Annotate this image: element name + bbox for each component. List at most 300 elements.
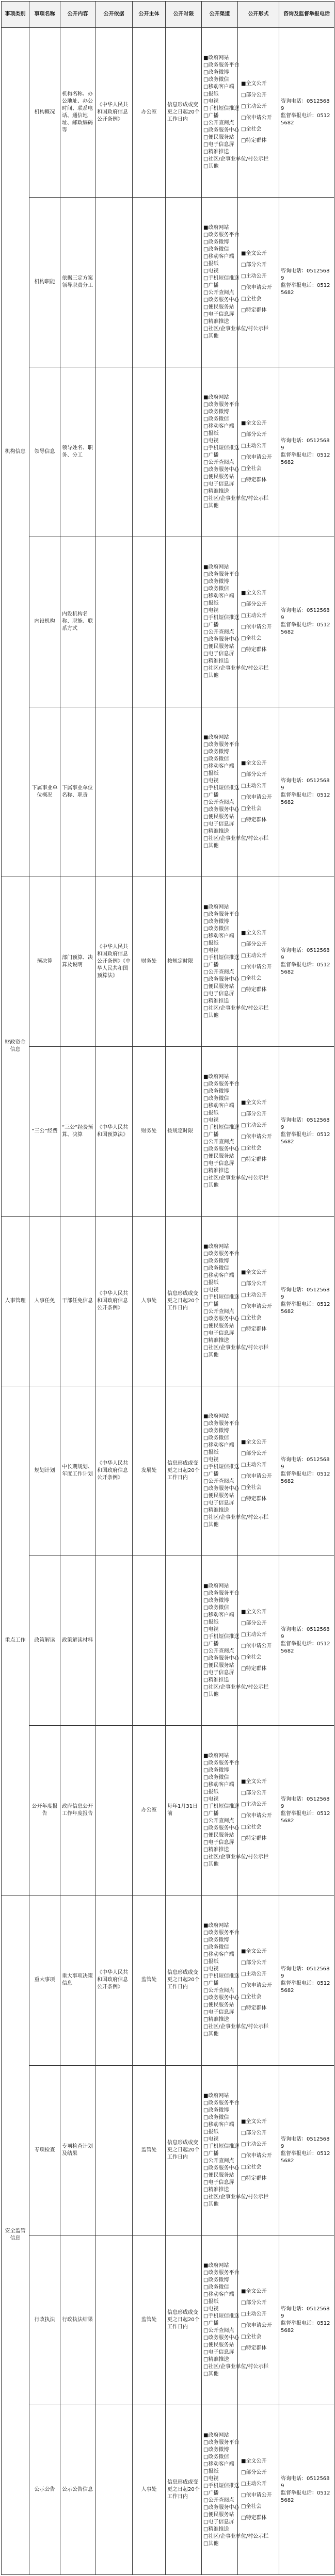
channel-option: □报纸 <box>203 770 219 776</box>
scope-option: ■全文公开 <box>241 2288 267 2294</box>
channel-option: □移动客户端 <box>203 1612 234 1618</box>
channel-option: □手机短信推送 <box>203 1804 240 1810</box>
channel-option: □广播 <box>203 2490 219 2496</box>
scope-option: □依申请公开 <box>241 2152 272 2159</box>
scope-cell <box>238 1046 279 1216</box>
content-cell: 政府信息公开工作年度报告 <box>60 1726 95 1895</box>
channel-option: □政务服务中心 <box>203 467 240 473</box>
channel-option: □社区/企事业单位/村公示栏 <box>203 666 269 672</box>
scope-option: □部分公开 <box>241 941 267 947</box>
table-row <box>2 1556 334 1726</box>
scope-option: ■全文公开 <box>241 2118 267 2125</box>
channel-option: ■政府网站 <box>203 395 229 401</box>
channel-option: □社区/企事业单位/村公示栏 <box>203 326 269 332</box>
level-specific: □特定群体 <box>241 2345 267 2351</box>
channel-option: □电视 <box>203 1457 219 1463</box>
consult-phone: 咨询电话：05125689 <box>281 438 330 451</box>
channel-option: □便民服务站 <box>203 2342 234 2348</box>
scope-option: ■全文公开 <box>241 2458 267 2464</box>
table-row <box>2 537 334 707</box>
contact-cell <box>279 707 334 877</box>
channel-option: □便民服务站 <box>203 2512 234 2518</box>
channel-option: □政务微博 <box>203 1768 229 1774</box>
channel-option: □电子信息屏 <box>203 2179 234 2185</box>
channel-option: □政务微信 <box>203 247 229 253</box>
time-cell: 信息形成或变更之日起20个工作日内 <box>166 1895 202 2065</box>
subject-cell <box>133 367 166 537</box>
channel-option: □社区/企事业单位/村公示栏 <box>203 1515 269 1521</box>
level-public: □全社会 <box>241 296 262 302</box>
content-cell: 机构名称、办公地址、办公时间、联系电话、通信地址、邮政编码等 <box>60 28 95 198</box>
content-cell: 行政执法结果 <box>60 2235 95 2405</box>
channel-option: □政务服务平台 <box>203 2100 240 2106</box>
channel-option: ■政府网站 <box>203 2093 229 2099</box>
channel-option: □电视 <box>203 268 219 274</box>
category-cell: 重点工作 <box>2 1386 29 1895</box>
scope-option: □依申请公开 <box>241 1303 272 1309</box>
channel-option: □政务服务中心 <box>203 127 240 134</box>
channel-option: □政务微博 <box>203 1258 229 1264</box>
channel-option: ■政府网站 <box>203 2432 229 2438</box>
time-cell <box>166 1556 202 1726</box>
report-phone: 监督举报电话：05125682 <box>281 1641 330 1655</box>
channel-option: □政务微信 <box>203 1605 229 1611</box>
scope-cell <box>238 198 279 367</box>
item-name-cell: 领导信息 <box>29 367 60 537</box>
scope-option: □依申请公开 <box>241 1813 272 1819</box>
channel-option: □公开查阅点 <box>203 1988 234 1994</box>
channel-option: □政务微博 <box>203 239 229 246</box>
channel-option: □社区/企事业单位/村公示栏 <box>203 1344 269 1351</box>
subject-cell: 财务处 <box>133 1046 166 1216</box>
scope-option: □部分公开 <box>241 2469 267 2475</box>
channel-option: □政务服务中心 <box>203 637 240 643</box>
scope-option: □依申请公开 <box>241 285 272 291</box>
subject-cell: 人事处 <box>133 2405 166 2574</box>
scope-option: □依申请公开 <box>241 624 272 630</box>
channel-option: □精准推送 <box>203 149 229 155</box>
channel-option: □其他 <box>203 333 219 339</box>
subject-cell <box>133 707 166 877</box>
header-cell: 公开依据 <box>95 2 133 28</box>
channel-option: □报纸 <box>203 940 219 946</box>
time-cell <box>166 367 202 537</box>
level-specific: □特定群体 <box>241 1666 267 1672</box>
scope-option: □部分公开 <box>241 432 267 438</box>
channel-option: □便民服务站 <box>203 1493 234 1499</box>
time-cell: 按规定时限 <box>166 877 202 1046</box>
time-cell: 信息形成或变更之日起20个工作日内 <box>166 2235 202 2405</box>
contact-cell <box>279 2065 334 2235</box>
channel-option: □其他 <box>203 2540 219 2547</box>
channel-option: ■政府网站 <box>203 1923 229 1929</box>
table-row <box>2 1895 334 2065</box>
channel-option: □广播 <box>203 283 219 289</box>
level-public: □全社会 <box>241 2503 262 2509</box>
scope-option: □主动公开 <box>241 1122 267 1128</box>
item-name-cell: 机构职能 <box>29 198 60 367</box>
item-name-cell: 重大事项 <box>29 1895 60 2065</box>
level-specific: □特定群体 <box>241 1326 267 1332</box>
basis-cell: 《中华人民共和国政府信息公开条例》 <box>95 1895 133 2065</box>
channel-option: □电视 <box>203 777 219 784</box>
channel-option: □社区/企事业单位/村公示栏 <box>203 1005 269 1011</box>
channel-option: □社区/企事业单位/村公示栏 <box>203 2024 269 2030</box>
table-row <box>2 1726 334 1895</box>
channel-option: □政务微信 <box>203 586 229 592</box>
channel-option: □便民服务站 <box>203 1153 234 1159</box>
channel-option: □报纸 <box>203 1110 219 1116</box>
contact-cell <box>279 1386 334 1556</box>
level-public: □全社会 <box>241 1655 262 1661</box>
channel-option: □公开查阅点 <box>203 1139 234 1145</box>
time-cell: 信息形成或变更之日起20个工作日内 <box>166 1216 202 1386</box>
channel-option: □移动客户端 <box>203 84 234 90</box>
channel-option: □便民服务站 <box>203 474 234 480</box>
level-public: □全社会 <box>241 1145 262 1151</box>
channel-option: □报纸 <box>203 2468 219 2474</box>
scope-cell <box>238 2405 279 2574</box>
channel-option: □社区/企事业单位/村公示栏 <box>203 2533 269 2539</box>
channel-option: □政务服务平台 <box>203 1760 240 1767</box>
consult-phone: 咨询电话：05125689 <box>281 608 330 621</box>
scope-cell <box>238 2065 279 2235</box>
channel-option: □政务服务平台 <box>203 2439 240 2445</box>
level-public: □全社会 <box>241 1994 262 2000</box>
channel-option: □政务服务平台 <box>203 1591 240 1597</box>
scope-option: □主动公开 <box>241 2311 267 2317</box>
scope-cell <box>238 367 279 537</box>
channel-option: ■政府网站 <box>203 1753 229 1759</box>
scope-option: ■全文公开 <box>241 1949 267 1955</box>
time-cell <box>166 707 202 877</box>
report-phone: 监督举报电话：05125682 <box>281 1811 330 1824</box>
level-specific: □特定群体 <box>241 647 267 653</box>
channel-option: ■政府网站 <box>203 734 229 740</box>
channel-option: □社区/企事业单位/村公示栏 <box>203 156 269 163</box>
channel-option: □公开查阅点 <box>203 2497 234 2503</box>
channel-option: □电子信息屏 <box>203 651 234 657</box>
level-specific: □特定群体 <box>241 1156 267 1162</box>
basis-cell <box>95 198 133 367</box>
level-public: □全社会 <box>241 466 262 472</box>
level-public: □全社会 <box>241 1485 262 1491</box>
channel-option: □电视 <box>203 1117 219 1123</box>
channel-option: □政务服务平台 <box>203 62 240 69</box>
category-cell: 人事管理 <box>2 1216 29 1386</box>
channel-option: □便民服务站 <box>203 2172 234 2178</box>
level-specific: □特定群体 <box>241 1496 267 1502</box>
channel-option: □政务服务平台 <box>203 911 240 917</box>
scope-option: ■全文公开 <box>241 760 267 766</box>
channel-option: □政务微博 <box>203 2107 229 2113</box>
level-public: □全社会 <box>241 975 262 981</box>
subject-cell: 办公室 <box>133 1726 166 1895</box>
channel-option: □移动客户端 <box>203 2461 234 2467</box>
consult-phone: 咨询电话：05125689 <box>281 2475 330 2489</box>
channel-option: □政务微博 <box>203 918 229 925</box>
header-cell: 公开形式 <box>238 2 279 28</box>
time-cell: 信息形成或变更之日起20个工作日内 <box>166 1386 202 1556</box>
channel-option: □报纸 <box>203 1279 219 1286</box>
header-cell: 事项名称 <box>29 2 60 28</box>
item-name-cell: 公示公告 <box>29 2405 60 2574</box>
scope-option: □部分公开 <box>241 1621 267 1627</box>
scope-option: □依申请公开 <box>241 455 272 461</box>
channel-option: □电子信息屏 <box>203 2010 234 2016</box>
contact-cell <box>279 537 334 707</box>
channel-option: □移动客户端 <box>203 2291 234 2297</box>
channel-option: □公开查阅点 <box>203 2158 234 2164</box>
basis-cell: 《中华人民共和国政府信息公开条例》 <box>95 1216 133 1386</box>
channel-option: □精准推送 <box>203 1337 229 1343</box>
channel-option: □移动客户端 <box>203 763 234 769</box>
scope-cell <box>238 1386 279 1556</box>
channel-option: □公开查阅点 <box>203 1818 234 1824</box>
channel-option: □电子信息屏 <box>203 1330 234 1336</box>
channel-option: □公开查阅点 <box>203 799 234 805</box>
scope-option: □主动公开 <box>241 613 267 619</box>
channel-option: □公开查阅点 <box>203 120 234 126</box>
channel-option: □报纸 <box>203 261 219 267</box>
channel-option: □政务服务平台 <box>203 1251 240 1257</box>
subject-cell <box>133 198 166 367</box>
table-row <box>2 2405 334 2574</box>
channel-option: □便民服务站 <box>203 644 234 650</box>
scope-option: □主动公开 <box>241 443 267 449</box>
basis-cell: 《中华人民共和国政府信息公开条例》 <box>95 28 133 198</box>
contact-cell <box>279 1726 334 1895</box>
contact-cell <box>279 1556 334 1726</box>
scope-option: □依申请公开 <box>241 1133 272 1140</box>
report-phone: 监督举报电话：05125682 <box>281 113 330 126</box>
channel-option: □手机短信推送 <box>203 1634 240 1640</box>
header-cell: 事项类别 <box>2 2 29 28</box>
scope-option: □部分公开 <box>241 1451 267 1457</box>
item-name-cell: 政策解读 <box>29 1556 60 1726</box>
contact-cell <box>279 877 334 1046</box>
channel-option: □便民服务站 <box>203 1663 234 1669</box>
scope-option: □部分公开 <box>241 1111 267 1117</box>
basis-cell <box>95 367 133 537</box>
channel-option: □便民服务站 <box>203 2002 234 2008</box>
scope-option: □依申请公开 <box>241 794 272 800</box>
level-specific: □特定群体 <box>241 2515 267 2521</box>
scope-cell <box>238 1216 279 1386</box>
channel-option: □政务微信 <box>203 1435 229 1441</box>
scope-option: □部分公开 <box>241 1281 267 1287</box>
scope-option: □部分公开 <box>241 1790 267 1796</box>
channel-option: □政务服务中心 <box>203 806 240 813</box>
scope-cell <box>238 1556 279 1726</box>
channel-option: □政务微信 <box>203 2454 229 2460</box>
scope-option: ■全文公开 <box>241 420 267 427</box>
channel-option: □社区/企事业单位/村公示栏 <box>203 1684 269 1691</box>
channel-option: □政务微信 <box>203 1945 229 1951</box>
table-row <box>2 707 334 877</box>
channel-option: □便民服务站 <box>203 1833 234 1839</box>
channel-option: □社区/企事业单位/村公示栏 <box>203 1175 269 1181</box>
channel-option: □其他 <box>203 1352 219 1358</box>
channel-option: □报纸 <box>203 431 219 437</box>
channel-option: □广播 <box>203 1471 219 1478</box>
channel-option: □电子信息屏 <box>203 312 234 318</box>
contact-cell <box>279 2235 334 2405</box>
consult-phone: 咨询电话：05125689 <box>281 1796 330 1810</box>
channel-option: □政务服务平台 <box>203 741 240 748</box>
channel-option: □报纸 <box>203 1619 219 1626</box>
channel-option: □移动客户端 <box>203 1782 234 1788</box>
channel-option: □移动客户端 <box>203 424 234 430</box>
channel-option: □社区/企事业单位/村公示栏 <box>203 1854 269 1860</box>
channel-option: □政务微博 <box>203 749 229 755</box>
channel-option: □报纸 <box>203 1450 219 1456</box>
scope-option: □依申请公开 <box>241 1473 272 1480</box>
time-cell: 信息形成或变更之日起20个工作日内 <box>166 2065 202 2235</box>
channel-option: □报纸 <box>203 1959 219 1965</box>
scope-option: □依申请公开 <box>241 964 272 970</box>
channel-option: □政务微信 <box>203 2114 229 2120</box>
scope-option: □主动公开 <box>241 952 267 959</box>
channel-option: □政务服务中心 <box>203 2335 240 2341</box>
item-name-cell: 行政执法 <box>29 2235 60 2405</box>
channel-option: □社区/企事业单位/村公示栏 <box>203 835 269 841</box>
level-public: □全社会 <box>241 805 262 812</box>
subject-cell: 监管处 <box>133 1895 166 2065</box>
channel-option: □广播 <box>203 962 219 968</box>
consult-phone: 咨询电话：05125689 <box>281 99 330 112</box>
channel-option: □其他 <box>203 1522 219 1528</box>
channel-option: □移动客户端 <box>203 1952 234 1958</box>
table-row <box>2 1216 334 1386</box>
channel-option: ■政府网站 <box>203 904 229 910</box>
channel-option: □精准推送 <box>203 1508 229 1514</box>
report-phone: 监督举报电话：05125682 <box>281 622 330 636</box>
time-cell <box>166 198 202 367</box>
channel-option: □报纸 <box>203 91 219 98</box>
time-cell <box>166 537 202 707</box>
channel-option: □其他 <box>203 673 219 679</box>
channel-option: ■政府网站 <box>203 1583 229 1590</box>
channel-option: □精准推送 <box>203 1847 229 1853</box>
channel-option: □电视 <box>203 99 219 105</box>
channel-option: □精准推送 <box>203 489 229 495</box>
consult-phone: 咨询电话：05125689 <box>281 2136 330 2149</box>
header-cell: 公开内容 <box>60 2 95 28</box>
scope-option: □主动公开 <box>241 2141 267 2147</box>
subject-cell: 监管处 <box>133 2065 166 2235</box>
channel-option: □政务服务平台 <box>203 232 240 238</box>
channel-option: □电子信息屏 <box>203 1160 234 1167</box>
channel-option: □电子信息屏 <box>203 2349 234 2355</box>
channel-option: □精准推送 <box>203 828 229 834</box>
scope-option: □主动公开 <box>241 1632 267 1638</box>
level-specific: □特定群体 <box>241 1836 267 1842</box>
channel-option: □报纸 <box>203 1789 219 1795</box>
scope-option: □部分公开 <box>241 262 267 268</box>
channel-option: □手机短信推送 <box>203 276 240 282</box>
channel-option: □政务服务中心 <box>203 1825 240 1832</box>
contact-cell <box>279 367 334 537</box>
channel-option: □政务服务平台 <box>203 402 240 408</box>
channel-option: □政务微信 <box>203 2284 229 2290</box>
level-specific: □特定群体 <box>241 817 267 823</box>
level-specific: □特定群体 <box>241 477 267 483</box>
report-phone: 监督举报电话：05125682 <box>281 283 330 296</box>
channel-option: □便民服务站 <box>203 1323 234 1329</box>
content-cell: 公示公告信息 <box>60 2405 95 2574</box>
consult-phone: 咨询电话：05125689 <box>281 1627 330 1640</box>
consult-phone: 咨询电话：05125689 <box>281 947 330 961</box>
scope-option: □部分公开 <box>241 92 267 99</box>
channel-option: □广播 <box>203 1301 219 1307</box>
channel-option: □政务服务中心 <box>203 2165 240 2171</box>
scope-option: ■全文公开 <box>241 590 267 596</box>
channel-option: □政务微信 <box>203 1775 229 1781</box>
item-name-cell: 人事任免 <box>29 1216 60 1386</box>
item-name-cell: 规划计划 <box>29 1386 60 1556</box>
channel-option: □移动客户端 <box>203 1443 234 1449</box>
basis-cell <box>95 537 133 707</box>
channel-option: □电子信息屏 <box>203 481 234 488</box>
table-row <box>2 2235 334 2405</box>
scope-option: ■全文公开 <box>241 1439 267 1446</box>
item-name-cell: “三公”经费 <box>29 1046 60 1216</box>
channel-option: □政务微博 <box>203 1937 229 1943</box>
channel-option: □手机短信推送 <box>203 954 240 961</box>
contact-cell <box>279 2405 334 2574</box>
content-cell: 中长期规划、年度工作计划 <box>60 1386 95 1556</box>
item-name-cell: 下属事业单位概况 <box>29 707 60 877</box>
channel-option: □政务服务中心 <box>203 1316 240 1322</box>
channel-option: □其他 <box>203 503 219 509</box>
scope-option: ■全文公开 <box>241 81 267 87</box>
consult-phone: 咨询电话：05125689 <box>281 1966 330 1980</box>
content-cell: “三公”经费预算、决算 <box>60 1046 95 1216</box>
time-cell: 信息形成或变更之日起20个工作日内 <box>166 2405 202 2574</box>
basis-cell <box>95 2405 133 2574</box>
basis-cell <box>95 2065 133 2235</box>
channel-option: ■政府网站 <box>203 1074 229 1080</box>
channel-option: □政务服务平台 <box>203 2270 240 2276</box>
subject-cell: 办公室 <box>133 28 166 198</box>
subject-cell: 监管处 <box>133 2235 166 2405</box>
consult-phone: 咨询电话：05125689 <box>281 1457 330 1470</box>
channel-option: □移动客户端 <box>203 933 234 939</box>
consult-phone: 咨询电话：05125689 <box>281 268 330 282</box>
report-phone: 监督举报电话：05125682 <box>281 1981 330 1994</box>
channel-option: □精准推送 <box>203 2526 229 2532</box>
table-row <box>2 2065 334 2235</box>
channel-option: □广播 <box>203 113 219 119</box>
channel-option: □政务微博 <box>203 2277 229 2283</box>
channel-option: □报纸 <box>203 2298 219 2305</box>
consult-phone: 咨询电话：05125689 <box>281 1287 330 1300</box>
report-phone: 监督举报电话：05125682 <box>281 2320 330 2334</box>
channel-option: □便民服务站 <box>203 135 234 141</box>
scope-cell <box>238 1726 279 1895</box>
report-phone: 监督举报电话：05125682 <box>281 452 330 466</box>
scope-cell <box>238 28 279 198</box>
channel-option: □其他 <box>203 843 219 849</box>
channel-option: □社区/企事业单位/村公示栏 <box>203 2363 269 2370</box>
channel-option: □移动客户端 <box>203 254 234 260</box>
scope-option: □依申请公开 <box>241 1983 272 1989</box>
channel-option: □电视 <box>203 1796 219 1803</box>
channel-option: □精准推送 <box>203 998 229 1004</box>
scope-option: ■全文公开 <box>241 930 267 936</box>
content-cell: 政策解读材料 <box>60 1556 95 1726</box>
